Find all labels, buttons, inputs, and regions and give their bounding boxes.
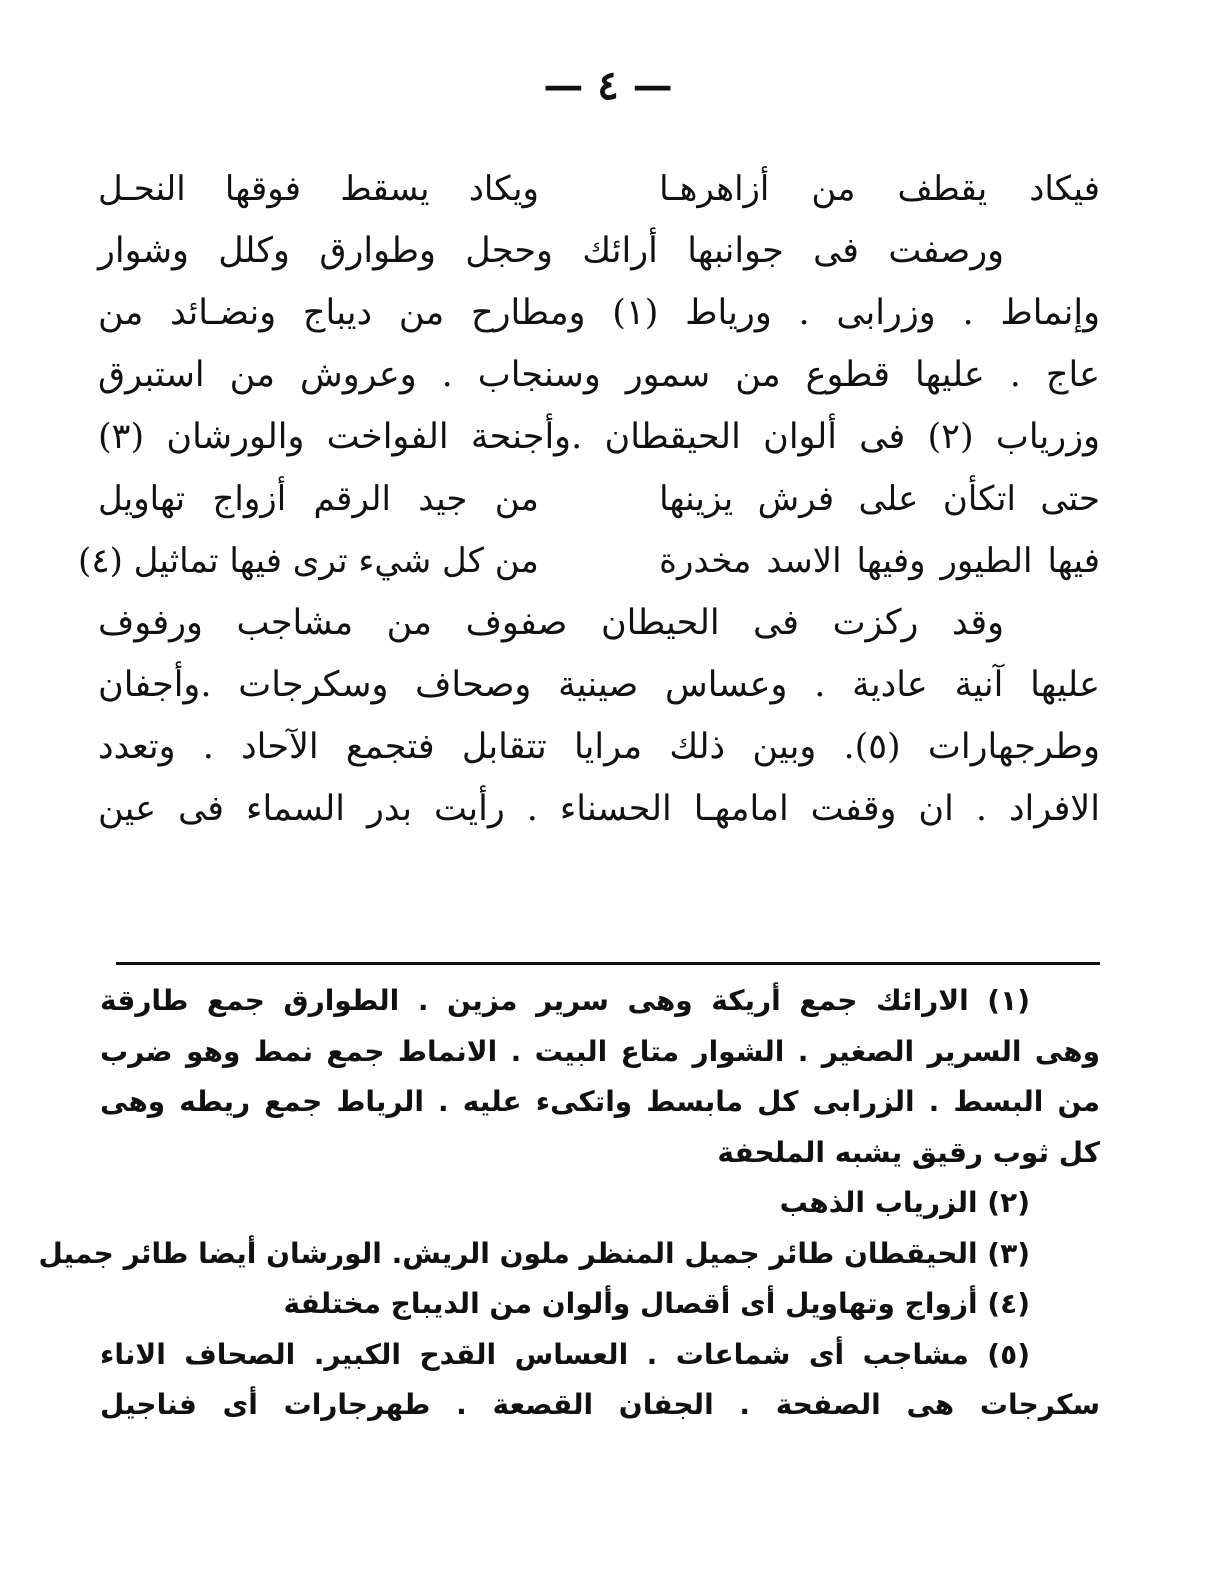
footnote-line: (١) الارائك جمع أريكة وهى سرير مزين . الطوارق جمع طارقة [100,984,1030,1017]
footnote-line: سكرجات هى الصفحة . الجفان القصعة . طهرجارات أى فناجيل [100,1388,1100,1421]
text-line: عاج . عليها قطوع من سمور وسنجاب . وعروش من استبرق [98,355,1100,395]
verse-second-hemistich: من جيد الرقم أزواج تهاويل [98,479,539,519]
footnote-line: وهى السرير الصغير . الشوار متاع البيت . الانماط جمع نمط وهو ضرب [100,1034,1100,1068]
verse-first-hemistich: فيكاد يقطف من أزاهرهـا [659,169,1100,209]
verse-first-hemistich: حتى اتكأن على فرش يزينها [659,479,1100,519]
footnote-divider [116,962,1100,965]
verse-first-hemistich: فيها الطيور وفيها الاسد مخدرة [659,541,1100,581]
text-line: ورصفت فى جوانبها أرائك وحجل وطوارق وكلل وشوار [98,231,1004,271]
main-text [78,158,1101,840]
footnotes [38,976,1100,1431]
verse-line [78,530,1100,592]
text-line: وطرجهارات (٥). وبين ذلك مرايا تتقابل فتجمع الآحاد . وتعدد [98,727,1101,767]
footnote-line: كل ثوب رقيق يشبه الملحفة [717,1135,1100,1169]
footnote-line: من البسط . الزرابى كل مابسط واتكىء عليه . الرياط جمع ريطه وهى [100,1085,1100,1118]
verse-line [98,468,1100,530]
text-line: وقد ركزت فى الحيطان صفوف من مشاجب ورفوف [98,603,1004,643]
footnote-line: (٣) الحيقطان طائر جميل المنظر ملون الريش. الورشان أيضا طائر جميل [38,1236,1030,1270]
footnote-line: (٥) مشاجب أى شماعات . العساس القدح الكبير. الصحاف الاناء [100,1337,1030,1371]
footnote-line: (٢) الزرياب الذهب [779,1186,1030,1219]
verse-second-hemistich: ويكاد يسقط فوقها النحـل [98,169,539,209]
page-number: — ٤ — [543,62,673,109]
text-line: وإنماط . وزرابى . ورياط (١) ومطارح من ديباج ونضـائد من [98,293,1100,333]
verse-line [98,158,1100,220]
footnote-line: (٤) أزواج وتهاويل أى أقصال وألوان من الديباج مختلفة [283,1287,1030,1320]
text-line: عليها آنية عادية . وعساس صينية وصحاف وسكرجات .وأجفان [98,665,1100,705]
verse-second-hemistich: من كل شيء ترى فيها تماثيل (٤) [78,541,539,581]
text-line: الافراد . ان وقفت امامهـا الحسناء . رأيت بدر السماء فى عين [98,789,1100,829]
text-line: وزرياب (٢) فى ألوان الحيقطان .وأجنحة الفواخت والورشان (٣) [98,417,1100,457]
